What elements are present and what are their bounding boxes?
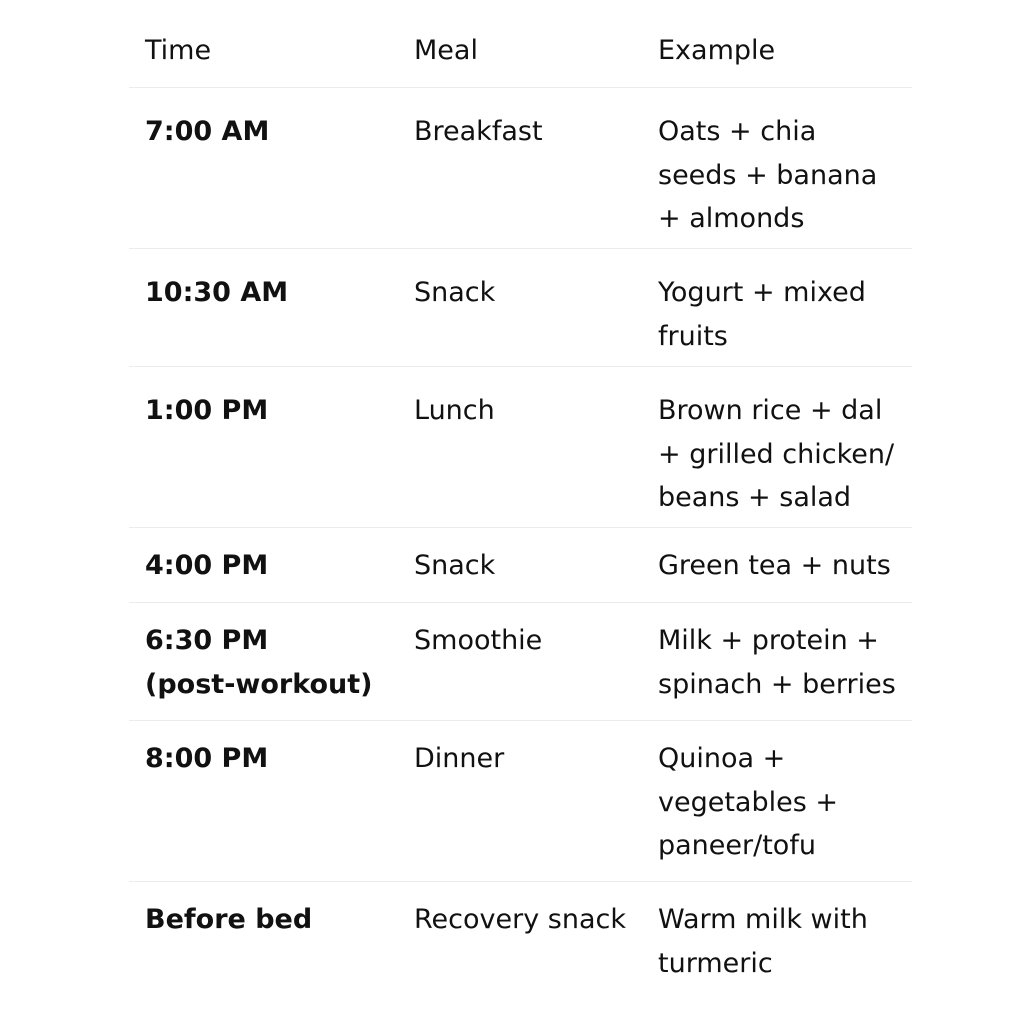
row-example: Milk + protein + spinach + berries	[658, 625, 896, 700]
table-row	[129, 882, 912, 1002]
row-meal: Lunch	[414, 395, 495, 426]
row-meal: Smoothie	[414, 625, 543, 656]
row-meal: Snack	[414, 550, 496, 581]
row-example: Warm milk with turmeric	[658, 904, 868, 979]
table-row	[129, 88, 912, 249]
row-example: Quinoa + vegetables + paneer/tofu	[658, 743, 838, 861]
row-meal: Recovery snack	[414, 904, 626, 935]
row-time: Before bed	[145, 904, 313, 935]
row-meal: Snack	[414, 277, 496, 308]
table-row	[129, 367, 912, 528]
meal-schedule-table	[129, 0, 912, 1002]
table-header-row	[129, 0, 912, 88]
row-meal: Breakfast	[414, 116, 543, 147]
table-row	[129, 528, 912, 603]
row-example: Oats + chia seeds + banana + almonds	[658, 116, 878, 234]
row-example: Yogurt + mixed fruits	[658, 277, 866, 352]
table-row	[129, 249, 912, 367]
row-time: 10:30 AM	[145, 277, 289, 308]
table-row	[129, 721, 912, 882]
row-example: Green tea + nuts	[658, 550, 891, 581]
header-meal: Meal	[414, 35, 478, 66]
row-time: 6:30 PM (post-workout)	[145, 625, 373, 700]
row-time: 1:00 PM	[145, 395, 269, 426]
table-row	[129, 603, 912, 721]
row-meal: Dinner	[414, 743, 505, 774]
header-example: Example	[658, 35, 776, 66]
row-example: Brown rice + dal + grilled chicken/ beans + salad	[658, 395, 895, 513]
row-time: 4:00 PM	[145, 550, 269, 581]
row-time: 8:00 PM	[145, 743, 269, 774]
row-time: 7:00 AM	[145, 116, 270, 147]
header-time: Time	[145, 35, 212, 66]
